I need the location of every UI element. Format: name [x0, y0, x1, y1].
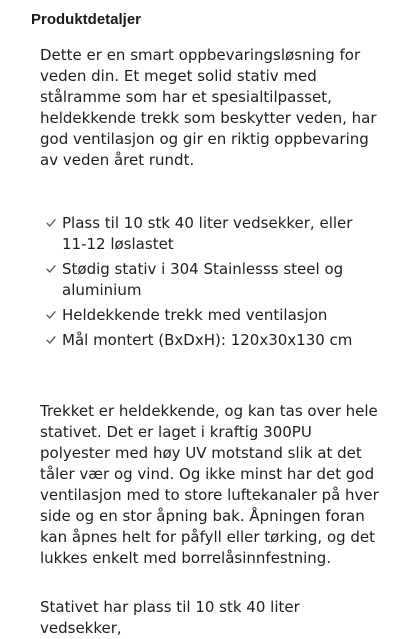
- feature-text: Heldekkende trekk med ventilasjon: [62, 306, 328, 324]
- spacer: [40, 171, 380, 213]
- feature-text: Mål montert (BxDxH): 120x30x130 cm: [62, 331, 353, 349]
- feature-text: Stødig stativ i 304 Stainlesss steel og aluminium: [62, 260, 344, 299]
- intro-paragraph: Dette er en smart oppbevaringsløsning for veden din. Et meget solid stativ med stålramme som har et spesialtilpasset, heldekkende trekk som beskytter veden, har god ventilasjon og gir en riktig oppbevaring av veden året rundt.: [40, 46, 377, 169]
- feature-item: [40, 330, 380, 351]
- spacer: [40, 355, 380, 401]
- cover-paragraph: Trekket er heldekkende, og kan tas over hele stativet. Det er laget i kraftig 300PU polyester med høy UV motstand slik at det tåler vær og vind. Og ikke minst har det god ventilasjon med to store luftekanaler på hver side og en stor åpning bak. Åpningen foran kan åpnes helt for påfyll eller tørking, og det lukkes enkelt med borrelåsinnfestning.: [40, 402, 379, 567]
- check-icon: [46, 218, 56, 228]
- feature-text: Plass til 10 stk 40 liter vedsekker, eller 11-12 løslastet: [62, 214, 353, 253]
- product-description: [40, 45, 380, 639]
- feature-item: [40, 259, 380, 301]
- capacity-paragraph: Stativet har plass til 10 stk 40 liter vedsekker,: [40, 598, 300, 637]
- check-icon: [46, 310, 56, 320]
- spacer: [40, 569, 380, 597]
- check-icon: [46, 264, 56, 274]
- feature-item: [40, 305, 380, 326]
- check-icon: [46, 335, 56, 345]
- feature-item: [40, 213, 380, 255]
- feature-list: [40, 213, 380, 351]
- section-title: Produktdetaljer: [31, 11, 142, 28]
